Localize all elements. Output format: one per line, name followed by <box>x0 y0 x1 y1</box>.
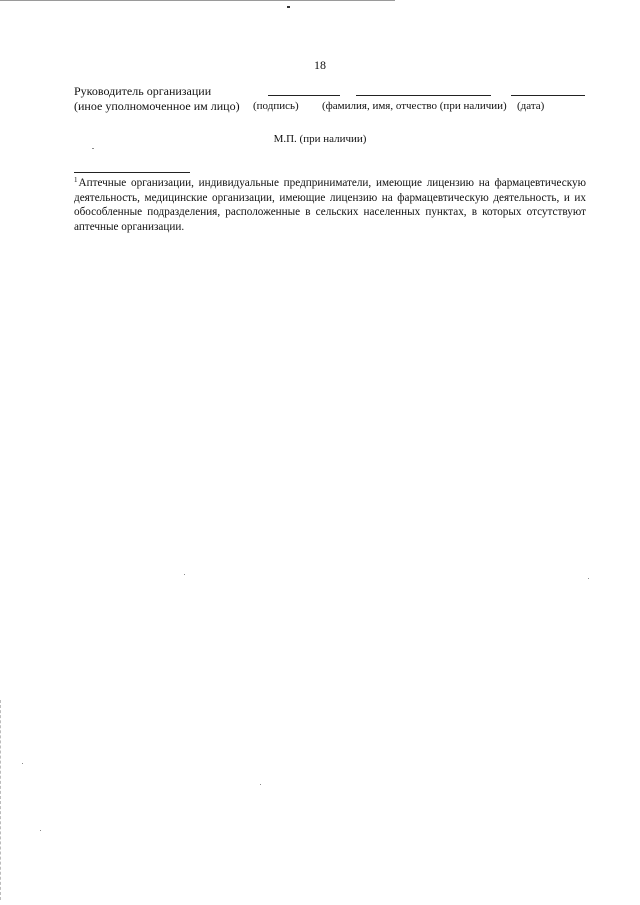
scan-speck <box>588 578 589 579</box>
date-line <box>511 95 585 96</box>
stamp-note: М.П. (при наличии) <box>273 133 367 145</box>
signature-line <box>268 95 340 96</box>
footnote-text: Аптечные организации, индивидуальные предприниматели, имеющие лицензию на фармацевтическую деятельность, медицинские организации, имеющие лицензию на фармацевтическую деятельность, и их обособленные подразделения, расположенные в сельских населенных пунктах, в которых отсутствуют аптечные организации. <box>74 177 586 233</box>
scan-edge-line <box>0 700 1 900</box>
signatory-title: Руководитель организации <box>74 84 212 98</box>
footnote <box>74 173 586 234</box>
date-caption: (дата) <box>517 100 545 112</box>
scan-speck <box>92 148 94 149</box>
footnote-marker: 1 <box>74 176 78 184</box>
scan-edge-line <box>0 0 395 1</box>
scan-speck <box>40 830 41 831</box>
name-caption: (фамилия, имя, отчество (при наличии) <box>322 100 507 112</box>
scan-speck <box>184 574 185 575</box>
scan-artifact <box>287 6 290 8</box>
scan-speck <box>22 763 23 764</box>
scan-speck <box>260 784 261 785</box>
page-number: 18 <box>314 58 326 72</box>
signature-caption: (подпись) <box>253 100 299 112</box>
signatory-subtitle: (иное уполномоченное им лицо) <box>74 99 240 113</box>
name-line <box>356 95 491 96</box>
